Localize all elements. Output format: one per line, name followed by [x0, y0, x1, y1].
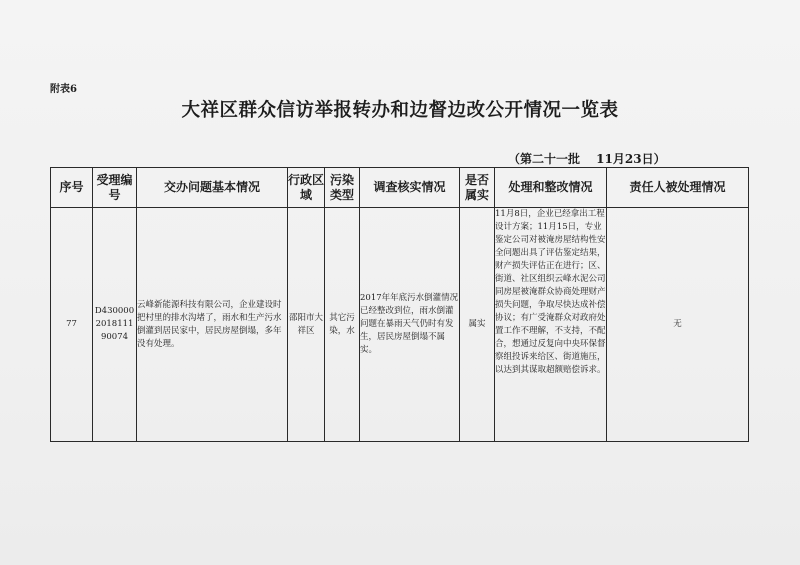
cell-issue: 云峰新能源科技有限公司，企业建设时把村里的排水沟堵了，雨水和生产污水倒灌到居民家中，居民房屋倒塌，多年没有处理。 — [137, 208, 288, 442]
cell-rectification: 11月8日，企业已经拿出工程设计方案；11月15日，专业鉴定公司对被淹房屋结构性安全问题出具了评估鉴定结果，财产损失评估正在进行；区、街道、社区组织云峰水泥公司同房屋被淹群众协商处理财产损失问题，争取尽快达成补偿协议；有广受淹群众对政府处置工作不理解，不支持，不配合，想通过反复向中央环保督察组投诉来给区、街道施压，以达到其谋取超额赔偿诉求。 — [495, 208, 607, 442]
cell-receipt-no: D430000201811190074 — [93, 208, 137, 442]
cell-verified: 属实 — [460, 208, 495, 442]
cell-accountability: 无 — [607, 208, 749, 442]
header-receipt-no: 受理编号 — [93, 168, 137, 208]
header-region: 行政区域 — [288, 168, 325, 208]
table-header-row — [51, 168, 749, 208]
document-title: 大祥区群众信访举报转办和边督边改公开情况一览表 — [181, 100, 619, 121]
cell-region: 邵阳市大祥区 — [288, 208, 325, 442]
header-issue: 交办问题基本情况 — [137, 168, 288, 208]
header-investigation: 调查核实情况 — [360, 168, 460, 208]
complaint-table — [50, 167, 749, 442]
batch-info: （第二十一批 11月23日） — [508, 152, 666, 166]
header-rectification: 处理和整改情况 — [495, 168, 607, 208]
header-accountability: 责任人被处理情况 — [607, 168, 749, 208]
cell-seq: 77 — [51, 208, 93, 442]
cell-pollution-type: 其它污染，水 — [325, 208, 360, 442]
header-verified: 是否属实 — [460, 168, 495, 208]
header-pollution-type: 污染类型 — [325, 168, 360, 208]
cell-investigation: 2017年年底污水倒灌情况已经整改到位，雨水倒灌问题在暴雨天气仍时有发生，居民房屋倒塌不属实。 — [360, 208, 460, 442]
table-row — [51, 208, 749, 442]
attachment-label: 附表6 — [50, 84, 77, 95]
header-seq: 序号 — [51, 168, 93, 208]
